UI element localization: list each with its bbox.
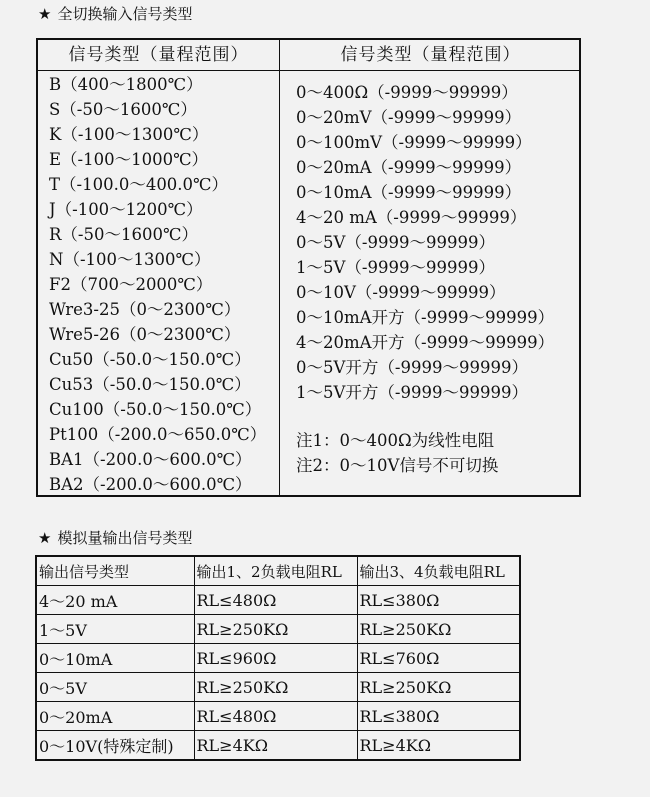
header-output-12: 输出1、2负载电阻RL (194, 556, 357, 586)
list-item: 4～20 mA（-9999～99999） (296, 208, 527, 227)
list-item: 0～5V（-9999～99999） (296, 233, 495, 252)
list-item: 0～10mA（-9999～99999） (296, 183, 522, 202)
list-item: Cu50（-50.0～150.0℃） (49, 350, 251, 369)
list-item: 0～10V（-9999～99999） (296, 283, 506, 302)
table-cell: RL≤380Ω (357, 702, 520, 731)
list-item: BA1（-200.0～600.0℃） (49, 450, 252, 469)
left-signal-list (49, 72, 266, 497)
table-cell: 1～5V (36, 615, 194, 644)
section-input-title: 全切换输入信号类型 (57, 5, 193, 23)
table-cell: RL≤380Ω (357, 586, 520, 615)
right-signal-list (296, 80, 554, 405)
table-cell: RL≥4KΩ (194, 731, 357, 761)
table-cell: RL≥250KΩ (357, 673, 520, 702)
list-item: 0～10mA开方（-9999～99999） (296, 308, 555, 327)
list-item: 1～5V（-9999～99999） (296, 258, 495, 277)
list-item: Pt100（-200.0～650.0℃） (49, 425, 267, 444)
list-item: 0～400Ω（-9999～99999） (296, 83, 518, 102)
table-cell: 4～20 mA (36, 586, 194, 615)
table-cell: RL≤480Ω (194, 586, 357, 615)
section-output-heading (38, 527, 192, 548)
header-right: 信号类型（量程范围） (340, 45, 521, 65)
table-row (36, 644, 520, 673)
star-icon: ★ (38, 5, 52, 23)
list-item: Cu100（-50.0～150.0℃） (49, 400, 262, 419)
list-item: 0～100mV（-9999～99999） (296, 133, 532, 152)
header-signal-type: 输出信号类型 (36, 556, 194, 586)
table-header-row (36, 556, 520, 586)
list-item: 0～5V开方（-9999～99999） (296, 358, 528, 377)
list-item: B（400～1800℃） (49, 75, 203, 94)
list-item: E（-100～1000℃） (49, 150, 209, 169)
note-1: 注1：0～400Ω为线性电阻 (296, 431, 495, 450)
section-input-heading (38, 3, 192, 24)
list-item: R（-50～1600℃） (49, 225, 198, 244)
table-cell: RL≤760Ω (357, 644, 520, 673)
table-cell: RL≥250KΩ (194, 615, 357, 644)
output-signal-table (35, 555, 521, 761)
table-cell: 0～10V(特殊定制) (36, 731, 194, 761)
table-cell: RL≥250KΩ (357, 615, 520, 644)
list-item: 1～5V开方（-9999～99999） (296, 383, 528, 402)
table-cell: 0～5V (36, 673, 194, 702)
list-item: T（-100.0～400.0℃） (49, 175, 229, 194)
header-output-34: 输出3、4负载电阻RL (357, 556, 520, 586)
table-cell: 0～10mA (36, 644, 194, 673)
column-divider (279, 40, 280, 495)
list-item: Wre3-25（0～2300℃） (49, 300, 241, 319)
list-item: BA2（-200.0～600.0℃） (49, 475, 252, 494)
input-signal-table (36, 38, 581, 497)
note-2: 注2：0～10V信号不可切换 (296, 456, 499, 475)
table-row (36, 731, 520, 761)
list-item: N（-100～1300℃） (49, 250, 211, 269)
table-cell: RL≤960Ω (194, 644, 357, 673)
table-cell: RL≥250KΩ (194, 673, 357, 702)
table-row (36, 673, 520, 702)
section-output-title: 模拟量输出信号类型 (57, 529, 193, 547)
list-item: K（-100～1300℃） (49, 125, 209, 144)
header-left: 信号类型（量程范围） (68, 45, 249, 65)
table-row (36, 702, 520, 731)
table-row (36, 586, 520, 615)
list-item: Wre5-26（0～2300℃） (49, 325, 241, 344)
list-item: Cu53（-50.0～150.0℃） (49, 375, 251, 394)
list-item: 0～20mA（-9999～99999） (296, 158, 522, 177)
list-item: J（-100～1200℃） (49, 200, 203, 219)
list-item: 0～20mV（-9999～99999） (296, 108, 522, 127)
table-row (36, 615, 520, 644)
notes (296, 428, 498, 478)
star-icon: ★ (38, 529, 52, 547)
table-cell: RL≤480Ω (194, 702, 357, 731)
list-item: F2（700～2000℃） (49, 275, 213, 294)
table-cell: 0～20mA (36, 702, 194, 731)
table-cell: RL≥4KΩ (357, 731, 520, 761)
list-item: 4～20mA开方（-9999～99999） (296, 333, 555, 352)
list-item: S（-50～1600℃） (49, 100, 197, 119)
